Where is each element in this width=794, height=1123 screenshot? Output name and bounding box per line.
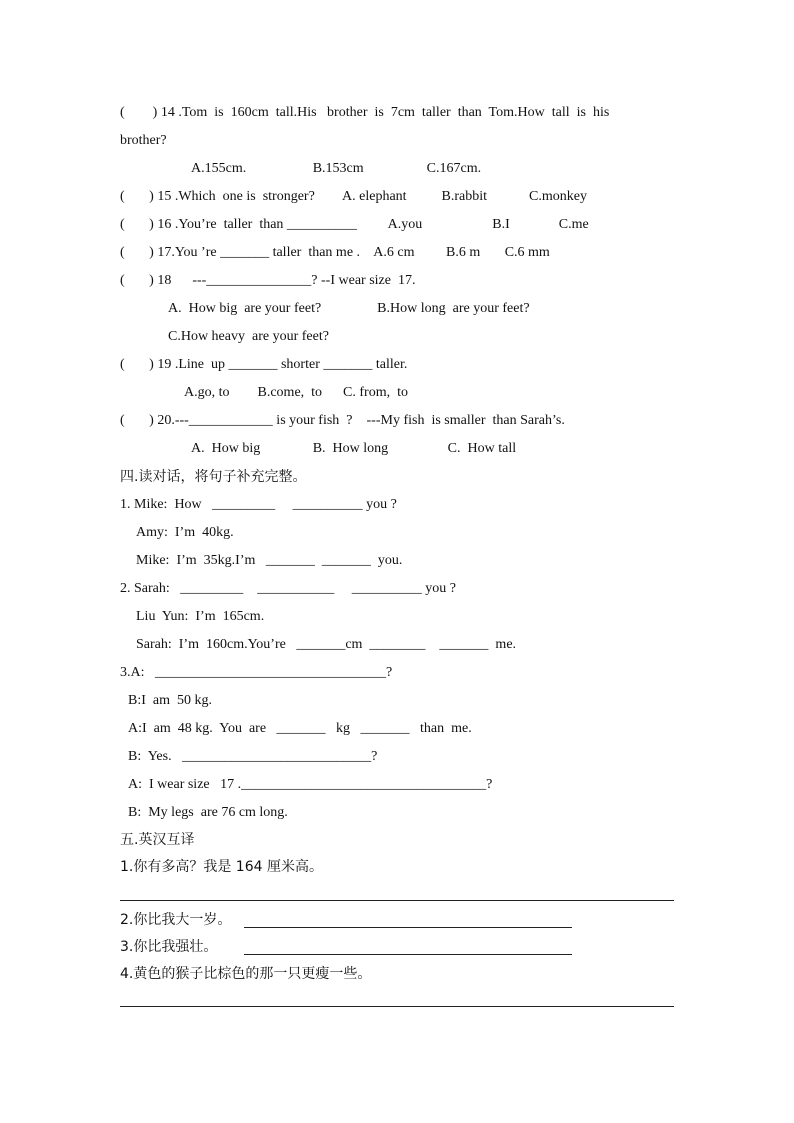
dialogue2-line1: 2. Sarah: _________ ___________ __________ you ?	[120, 581, 456, 596]
q14-line2: brother?	[120, 133, 167, 148]
dialogue1-line1: 1. Mike: How _________ __________ you ?	[120, 497, 397, 512]
q16: ( ) 16 .You’re taller than __________ A.you B.I C.me	[120, 217, 589, 232]
translate-item-3: 3.你比我强壮。	[120, 939, 218, 955]
q19: ( ) 19 .Line up _______ shorter _______ taller.	[120, 357, 408, 372]
dialogue3-line6: B: My legs are 76 cm long.	[128, 805, 288, 820]
dialogue1-line2: Amy: I’m 40kg.	[136, 525, 234, 540]
answer-line-4	[120, 1006, 674, 1007]
q18-option-c: C.How heavy are your feet?	[168, 329, 329, 344]
dialogue3-line3: A:I am 48 kg. You are _______ kg _______ than me.	[128, 721, 472, 736]
q20-options: A. How big B. How long C. How tall	[191, 441, 517, 456]
q14-options: A.155cm. B.153cm C.167cm.	[191, 161, 482, 176]
dialogue3-line2: B:I am 50 kg.	[128, 693, 212, 708]
dialogue3-line1: 3.A: _________________________________?	[120, 665, 393, 680]
section-5-heading: 五.英汉互译	[120, 832, 195, 848]
translate-item-4: 4.黄色的猴子比棕色的那一只更瘦一些。	[120, 966, 372, 982]
q15: ( ) 15 .Which one is stronger? A. elephant B.rabbit C.monkey	[120, 189, 587, 204]
q14-line1: ( ) 14 .Tom is 160cm tall.His brother is 7cm taller than Tom.How tall is his	[120, 105, 610, 120]
translate-item-1: 1.你有多高？我是 164 厘米高。	[120, 859, 323, 875]
dialogue3-line4: B: Yes. ___________________________?	[128, 749, 378, 764]
q17: ( ) 17.You ’re _______ taller than me . A.6 cm B.6 m C.6 mm	[120, 245, 550, 260]
translate-item-2: 2.你比我大一岁。	[120, 912, 232, 928]
answer-line-1	[120, 900, 674, 901]
dialogue2-line2: Liu Yun: I’m 165cm.	[136, 609, 265, 624]
q19-options: A.go, to B.come, to C. from, to	[184, 385, 408, 400]
dialogue1-line3: Mike: I’m 35kg.I’m _______ _______ you.	[136, 553, 403, 568]
dialogue2-line3: Sarah: I’m 160cm.You’re _______cm ________ _______ me.	[136, 637, 517, 652]
q20: ( ) 20.---____________ is your fish ? ---My fish is smaller than Sarah’s.	[120, 413, 565, 428]
answer-line-3	[244, 954, 572, 955]
section-4-heading: 四.读对话，将句子补充完整。	[120, 469, 307, 485]
answer-line-2	[244, 927, 572, 928]
q18-options-ab: A. How big are your feet? B.How long are your feet?	[168, 301, 530, 316]
dialogue3-line5: A: I wear size 17 .___________________________________?	[128, 777, 493, 792]
q18: ( ) 18 ---_______________? --I wear size 17.	[120, 273, 416, 288]
